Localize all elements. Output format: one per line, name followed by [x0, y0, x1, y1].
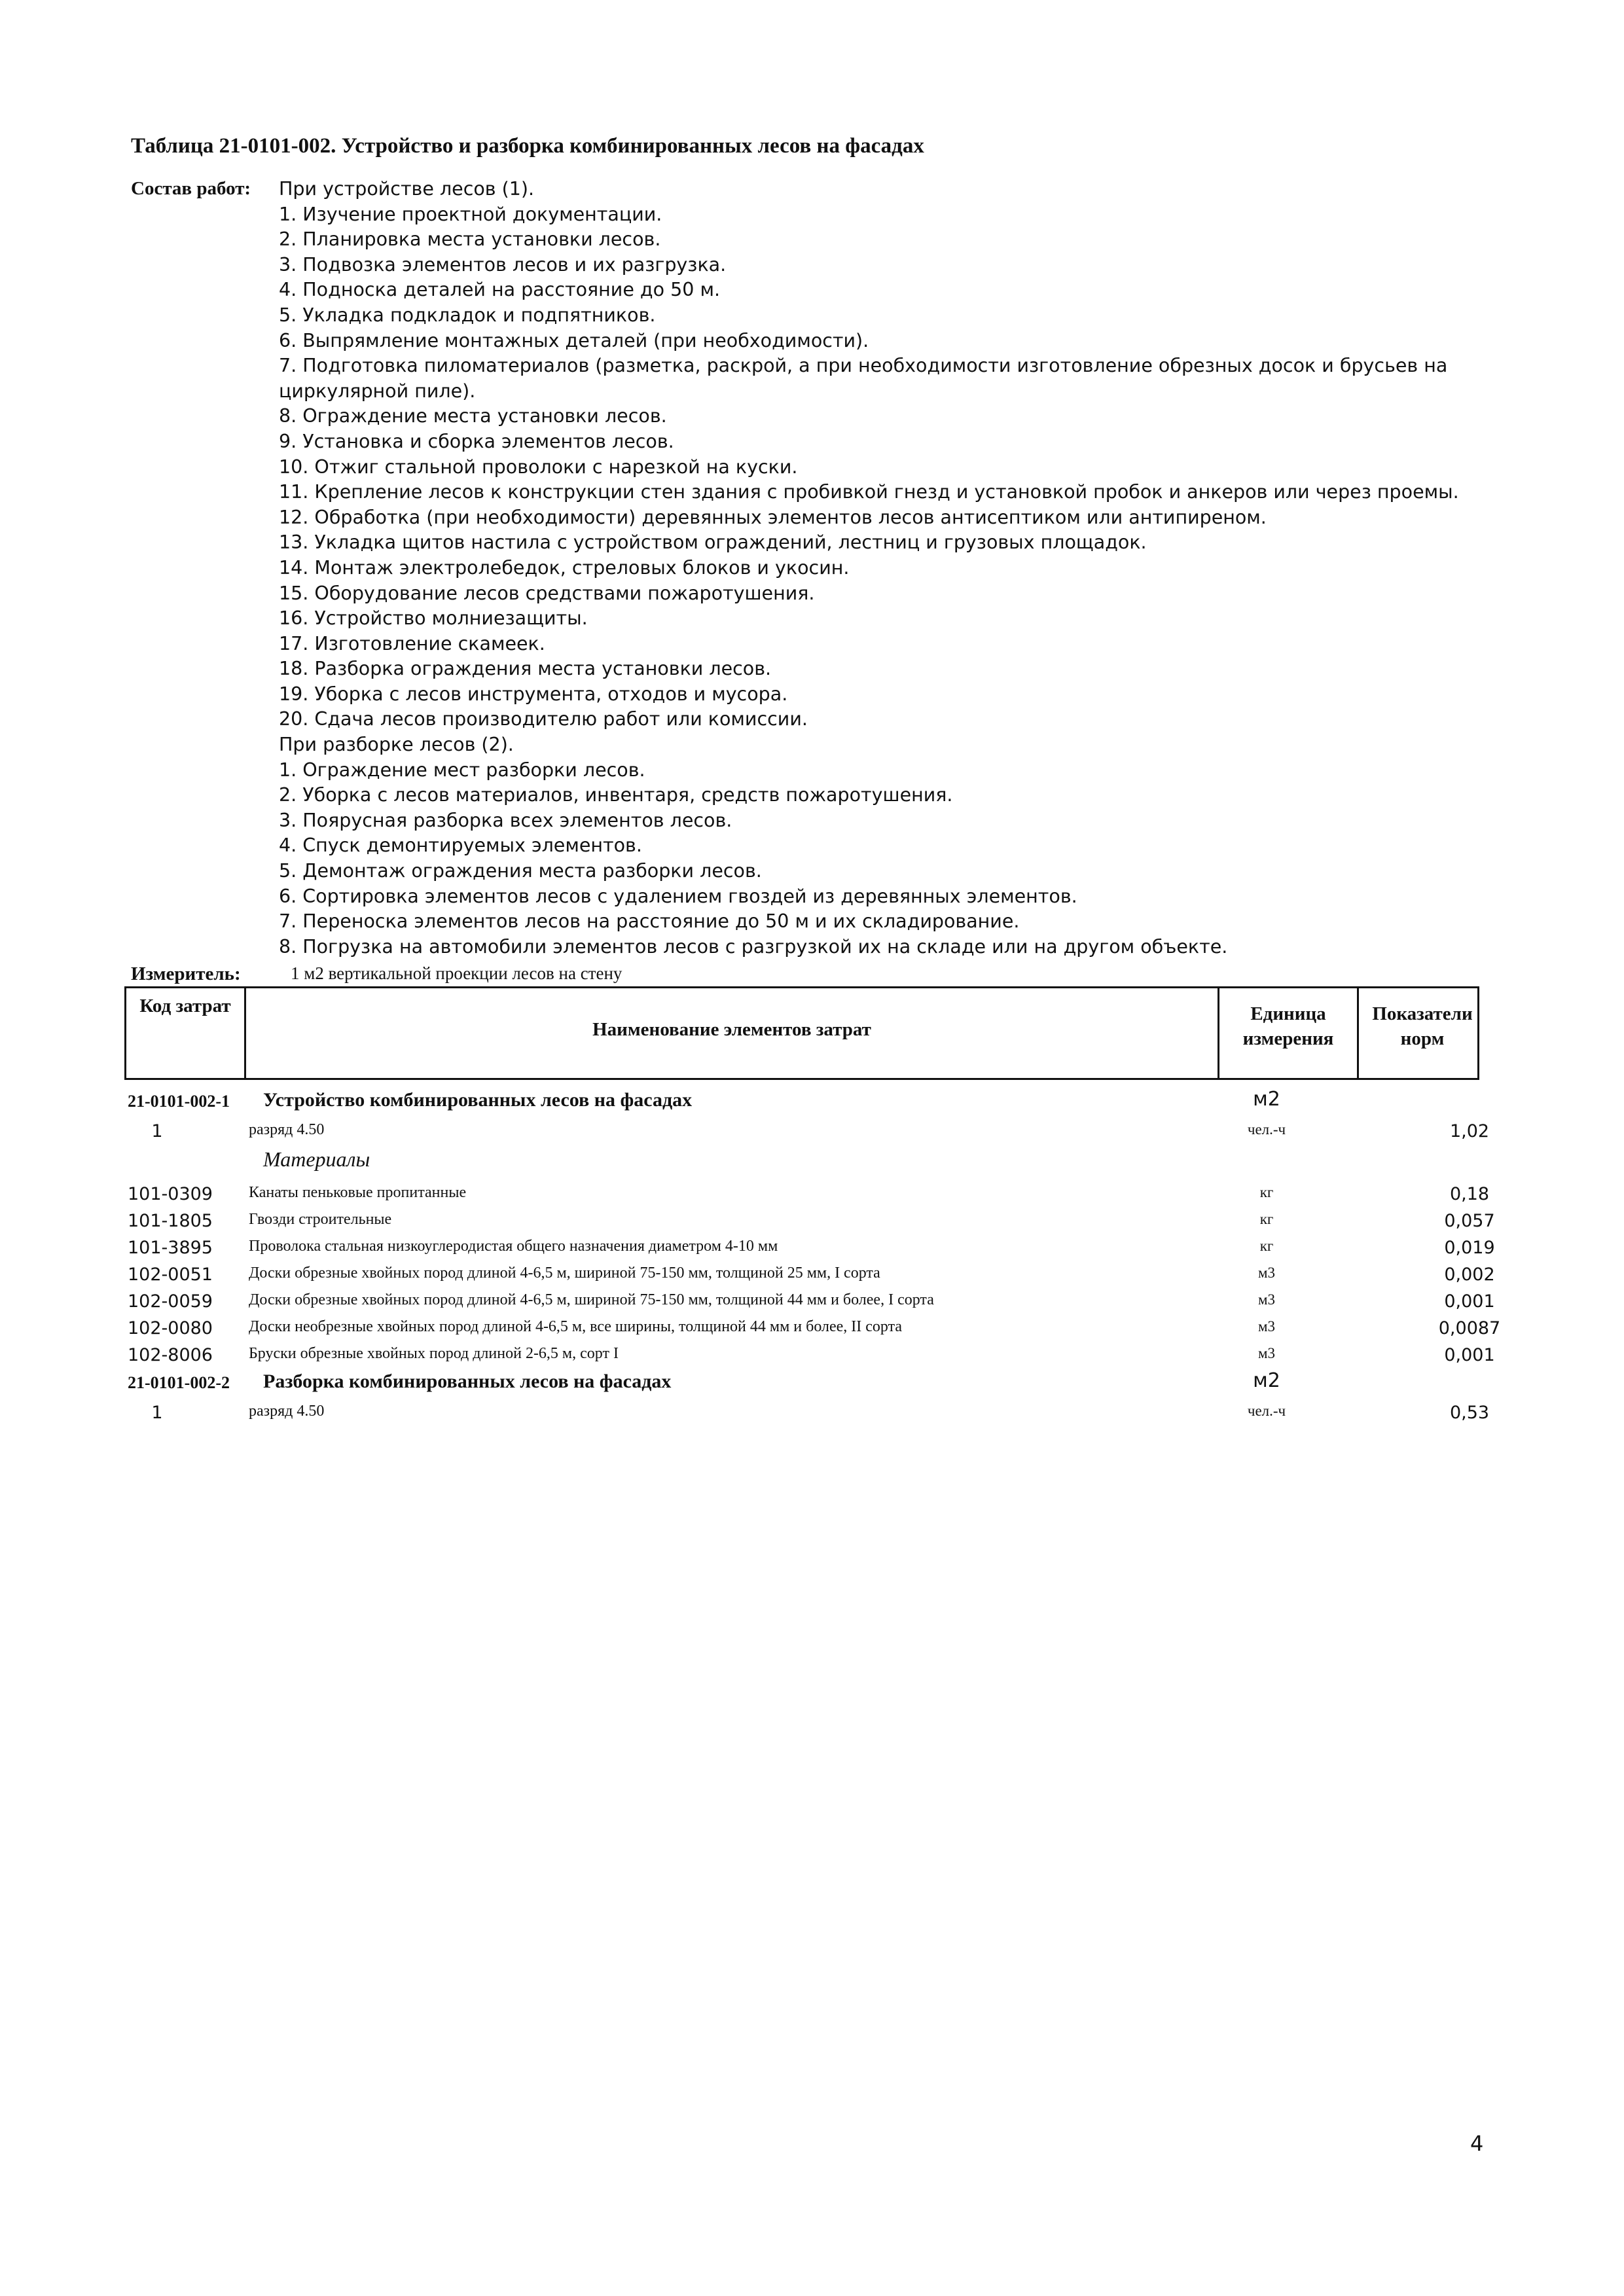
group-row	[128, 1147, 1502, 1176]
composition-item: 4. Подноска деталей на расстояние до 50 м.	[279, 279, 721, 301]
composition-item: 16. Устройство молниезащиты.	[279, 607, 588, 630]
composition-item: 14. Монтаж электролебедок, стреловых блоков и укосин.	[279, 556, 850, 579]
unit-of-measure: м2	[1253, 1369, 1280, 1392]
meter-value: 1 м2 вертикальной проекции лесов на стену	[291, 963, 623, 983]
composition-list	[279, 177, 1477, 960]
composition-item: 6. Выпрямление монтажных деталей (при необходимости).	[279, 329, 869, 351]
cost-code: 1	[151, 1121, 163, 1141]
cost-code: 102-8006	[128, 1345, 213, 1365]
header-unit: Единица измерения	[1242, 1003, 1334, 1049]
composition-item: 17. Изготовление скамеек.	[279, 632, 545, 655]
unit-of-measure: м3	[1257, 1265, 1276, 1281]
unit-of-measure: чел.-ч	[1247, 1403, 1286, 1419]
composition-item: 3. Поярусная разборка всех элементов лесов.	[279, 809, 732, 831]
section-row	[128, 1369, 1502, 1399]
table-row	[128, 1291, 1502, 1318]
composition-item: При устройстве лесов (1).	[279, 178, 535, 200]
cost-code: 102-0080	[128, 1318, 213, 1338]
cost-name: Материалы	[263, 1147, 370, 1171]
table-row	[128, 1265, 1502, 1291]
cost-code: 101-1805	[128, 1211, 213, 1231]
composition-item: 7. Подготовка пиломатериалов (разметка, раскрой, а при необходимости изготовление обрезных досок и брусьев на циркулярной пиле).	[279, 355, 1448, 402]
cost-code: 101-0309	[128, 1184, 213, 1204]
composition-item: 11. Крепление лесов к конструкции стен здания с пробивкой гнезд и установкой пробок и анкеров или через проемы.	[279, 481, 1459, 503]
table-row	[128, 1345, 1502, 1371]
page-number: 4	[1470, 2131, 1484, 2156]
table-row	[128, 1121, 1502, 1147]
cost-name: Устройство комбинированных лесов на фасадах	[263, 1089, 693, 1111]
unit-of-measure: м3	[1257, 1345, 1276, 1361]
composition-item: 9. Установка и сборка элементов лесов.	[279, 430, 674, 452]
composition-label: Состав работ:	[131, 178, 251, 199]
header-code: Код затрат	[139, 996, 231, 1016]
unit-of-measure: кг	[1259, 1238, 1274, 1254]
table-header	[124, 986, 1479, 1080]
composition-item: 7. Переноска элементов лесов на расстояние до 50 м и их складирование.	[279, 910, 1020, 933]
cost-name: Доски обрезные хвойных пород длиной 4-6,5 м, шириной 75-150 мм, толщиной 25 мм, I сорта	[249, 1265, 880, 1282]
norm-value: 0,53	[1449, 1403, 1490, 1423]
composition-item: При разборке лесов (2).	[279, 734, 514, 756]
composition-item: 5. Укладка подкладок и подпятников.	[279, 304, 656, 326]
composition-item: 8. Погрузка на автомобили элементов лесов с разгрузкой их на складе или на другом объекте.	[279, 935, 1228, 958]
column-divider	[1218, 988, 1219, 1078]
cost-code: 102-0051	[128, 1265, 213, 1285]
composition-item: 6. Сортировка элементов лесов с удалением гвоздей из деревянных элементов.	[279, 885, 1077, 907]
table-row	[128, 1403, 1502, 1429]
table-row	[128, 1211, 1502, 1237]
composition-item: 1. Изучение проектной документации.	[279, 203, 662, 225]
header-name: Наименование элементов затрат	[592, 1019, 871, 1040]
norm-value: 0,019	[1444, 1238, 1495, 1258]
norm-value: 0,057	[1444, 1211, 1495, 1231]
norm-value: 0,001	[1444, 1291, 1495, 1312]
composition-item: 10. Отжиг стальной проволоки с нарезкой на куски.	[279, 456, 798, 478]
cost-name: Канаты пеньковые пропитанные	[249, 1184, 467, 1201]
norm-value: 0,18	[1449, 1184, 1490, 1204]
composition-item: 13. Укладка щитов настила с устройством ограждений, лестниц и грузовых площадок.	[279, 531, 1147, 554]
unit-of-measure: кг	[1259, 1211, 1274, 1227]
cost-name: Бруски обрезные хвойных пород длиной 2-6,5 м, сорт I	[249, 1345, 619, 1362]
composition-item: 15. Оборудование лесов средствами пожаротушения.	[279, 582, 815, 604]
column-divider	[1357, 988, 1359, 1078]
unit-of-measure: чел.-ч	[1247, 1121, 1286, 1138]
composition-item: 12. Обработка (при необходимости) деревянных элементов лесов антисептиком или антипиреном.	[279, 506, 1267, 528]
unit-of-measure: кг	[1259, 1184, 1274, 1200]
section-row	[128, 1088, 1502, 1118]
unit-of-measure: м3	[1257, 1291, 1276, 1308]
composition-item: 5. Демонтаж ограждения места разборки лесов.	[279, 860, 762, 882]
composition-item: 3. Подвозка элементов лесов и их разгрузка.	[279, 253, 727, 276]
meter-label: Измеритель:	[131, 963, 241, 984]
norm-value: 1,02	[1449, 1121, 1490, 1141]
cost-code: 1	[151, 1403, 163, 1423]
norm-value: 0,0087	[1438, 1318, 1501, 1338]
table-title: Таблица 21-0101-002. Устройство и разборка комбинированных лесов на фасадах	[131, 134, 924, 158]
cost-name: разряд 4.50	[249, 1403, 325, 1420]
unit-of-measure: м2	[1253, 1088, 1280, 1111]
cost-name: Гвозди строительные	[249, 1211, 392, 1228]
cost-code: 21-0101-002-1	[128, 1092, 230, 1111]
cost-name: разряд 4.50	[249, 1121, 325, 1138]
table-row	[128, 1238, 1502, 1264]
composition-item: 2. Уборка с лесов материалов, инвентаря, средств пожаротушения.	[279, 784, 953, 806]
cost-name: Проволока стальная низкоуглеродистая общего назначения диаметром 4-10 мм	[249, 1238, 778, 1255]
norm-value: 0,001	[1444, 1345, 1495, 1365]
cost-name: Доски обрезные хвойных пород длиной 4-6,5 м, шириной 75-150 мм, толщиной 44 мм и более, I сорта	[249, 1291, 934, 1308]
cost-name: Разборка комбинированных лесов на фасадах	[263, 1371, 672, 1392]
unit-of-measure: м3	[1257, 1318, 1276, 1335]
table-row	[128, 1184, 1502, 1210]
composition-item: 19. Уборка с лесов инструмента, отходов и мусора.	[279, 683, 788, 705]
cost-name: Доски необрезные хвойных пород длиной 4-6,5 м, все ширины, толщиной 44 мм и более, II сорта	[249, 1318, 903, 1335]
composition-item: 2. Планировка места установки лесов.	[279, 228, 661, 251]
norm-value: 0,002	[1444, 1265, 1495, 1285]
composition-item: 20. Сдача лесов производителю работ или комиссии.	[279, 708, 808, 730]
composition-item: 8. Ограждение места установки лесов.	[279, 405, 667, 427]
cost-code: 21-0101-002-2	[128, 1373, 230, 1392]
cost-code: 101-3895	[128, 1238, 213, 1258]
composition-item: 18. Разборка ограждения места установки лесов.	[279, 658, 772, 680]
cost-code: 102-0059	[128, 1291, 213, 1312]
composition-item: 1. Ограждение мест разборки лесов.	[279, 759, 645, 781]
table-row	[128, 1318, 1502, 1344]
composition-item: 4. Спуск демонтируемых элементов.	[279, 834, 642, 857]
header-norm: Показатели норм	[1372, 1003, 1473, 1049]
